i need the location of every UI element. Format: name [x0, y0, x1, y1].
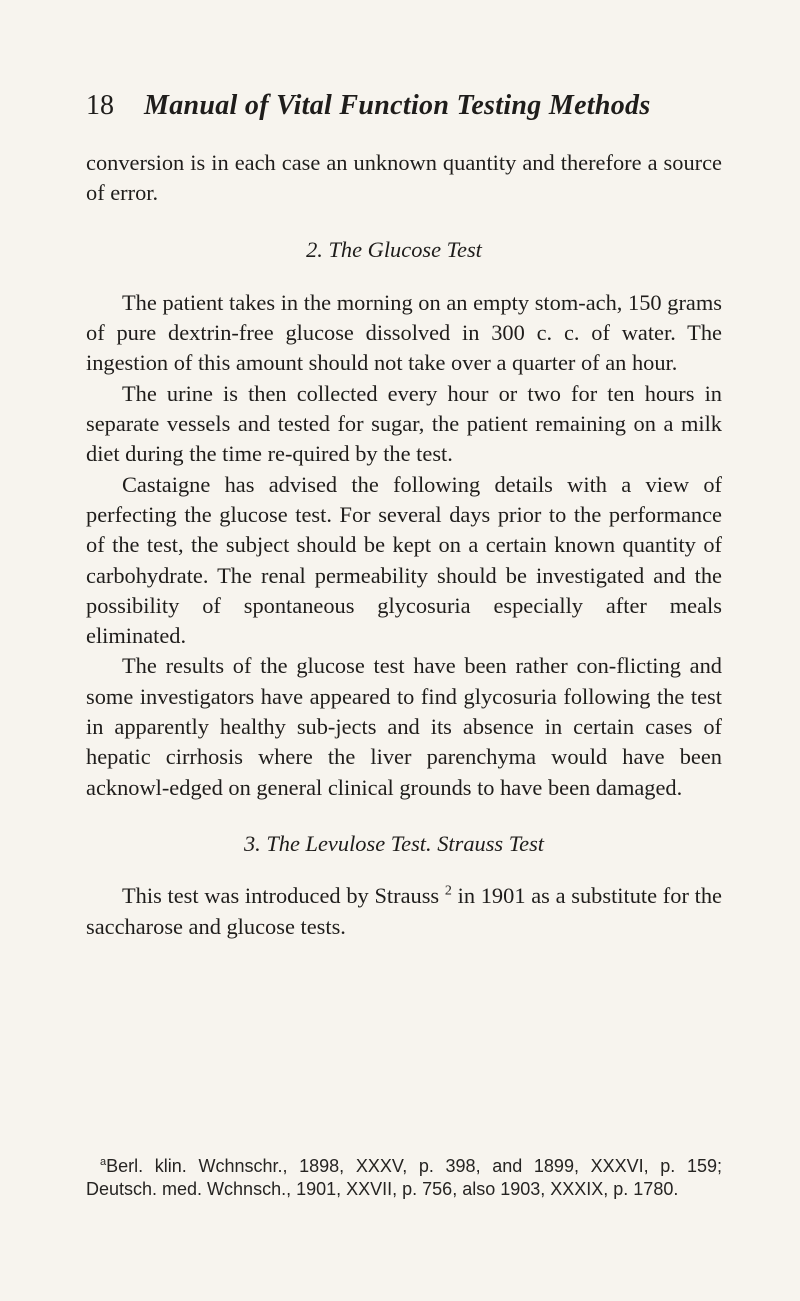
footnote-mark: a — [100, 1156, 107, 1168]
page-header — [86, 86, 726, 126]
footnote — [86, 1155, 722, 1200]
paragraph-text-end: in 1901 as a substitute for the saccharose and glucose tests. — [86, 883, 722, 939]
paragraph-text-start: This test was introduced by Strauss — [122, 883, 440, 909]
body-text — [86, 148, 722, 942]
paragraph-continuation: conversion is in each case an unknown quantity and therefore a source of error. — [86, 150, 722, 206]
paragraph-results: The results of the glucose test have been rather con-flicting and some investigators have appeared to find glycosuria following the test in apparently healthy sub-jects and its absence in certain cases of hepatic cirrhosis where the liver parenchyma would have been acknowl-edged on general clinical grounds to have been damaged. — [86, 653, 722, 800]
paragraph-urine-collection: The urine is then collected every hour or two for ten hours in separate vessels and tested for sugar, the patient remaining on a milk diet during the time re-quired by the test. — [86, 380, 722, 467]
section-heading-levulose-test: 3. The Levulose Test. Strauss Test — [243, 830, 545, 856]
footnote-reference: 2 — [444, 883, 452, 899]
paragraph-castaigne: Castaigne has advised the following details with a view of perfecting the glucose test. For several days prior to the performance of the test, the subject should be kept on a certain known quantity of carbohydrate. The renal permeability should be investigated and the possibility of spontaneous glycosuria especially after meals eliminated. — [86, 471, 722, 649]
section-heading-glucose-test: 2. The Glucose Test — [306, 236, 482, 262]
paragraph-glucose-intake: The patient takes in the morning on an empty stom-ach, 150 grams of pure dextrin-free glucose dissolved in 300 c. c. of water. The ingestion of this amount should not take over a quarter of an hour. — [86, 289, 722, 376]
running-title: Manual of Vital Function Testing Methods — [144, 90, 651, 121]
page-number: 18 — [86, 90, 114, 121]
footnote-text: Berl. klin. Wchnschr., 1898, XXXV, p. 398, and 1899, XXXVI, p. 159; Deutsch. med. Wchnsch., 1901, XXVII, p. 756, also 1903, XXXIX, p. 1780. — [86, 1156, 722, 1199]
paragraph-levulose-intro — [86, 881, 722, 942]
